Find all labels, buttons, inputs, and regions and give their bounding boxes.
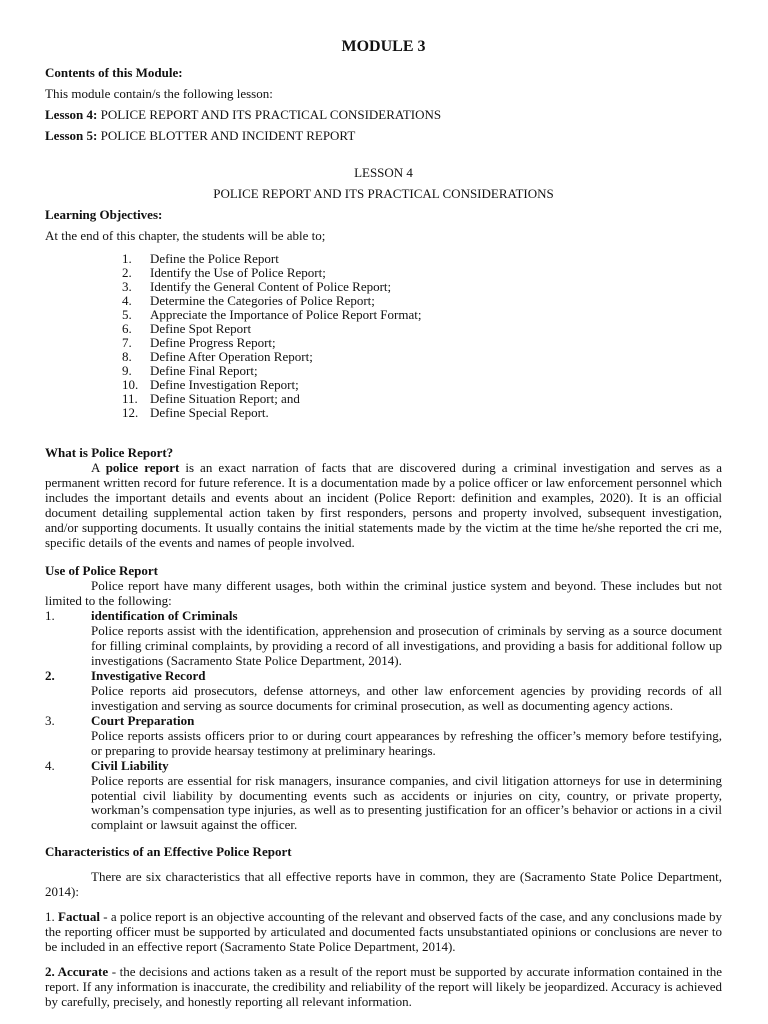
item-body: - a police report is an objective accounting of the relevant and observed facts of the case, and any conclusions made by the reporting officer must be supported by articulated and documented facts unsubstantiated opinions or conclusions are never to be included in an effective report (Sacramento State Police Department, 2014).	[45, 909, 722, 955]
use-item-2	[45, 669, 722, 714]
paragraph-lead: A	[91, 459, 106, 475]
item-text: Identify the Use of Police Report;	[150, 264, 326, 280]
lesson-label: Lesson 4:	[45, 107, 98, 123]
item-number: 1.	[45, 608, 55, 624]
item-text: Determine the Categories of Police Report;	[150, 292, 375, 308]
lesson-entry-4	[45, 108, 722, 123]
objectives-list	[45, 252, 722, 420]
item-text: Define the Police Report	[150, 250, 279, 266]
use-item-3	[45, 714, 722, 759]
sub-heading-row	[45, 669, 722, 684]
lesson-title: POLICE BLOTTER AND INCIDENT REPORT	[100, 128, 356, 144]
item-number: 11.	[122, 390, 138, 406]
item-body: Police reports assist with the identification, apprehension and prosecution of criminals by serving as a source document for filling criminal complaints, by providing a record of all investigations, and providing a basis for additional follow up investigations (Sacramento State Police Department, 2014).	[91, 623, 722, 669]
item-text: Appreciate the Importance of Police Report Format;	[150, 306, 422, 322]
section-intro: Police report have many different usages, both within the criminal justice system and beyond. These includes but not limited to the following:	[45, 578, 722, 609]
lesson-title: POLICE REPORT AND ITS PRACTICAL CONSIDERATIONS	[100, 107, 442, 123]
list-item	[45, 406, 722, 420]
item-body: Police reports assists officers prior to or during court appearances by refreshing the officer’s memory before testifying, or preparing to provide hearsay testimony at preliminary hearings.	[91, 727, 722, 758]
item-text: Define After Operation Report;	[150, 348, 313, 364]
list-item	[45, 308, 722, 322]
use-item-4	[45, 759, 722, 834]
item-number: 1.	[122, 250, 132, 266]
use-item-1	[45, 609, 722, 669]
sub-heading-row	[45, 714, 722, 729]
list-item	[45, 266, 722, 280]
item-text: Identify the General Content of Police Report;	[150, 278, 392, 294]
item-number: 5.	[122, 306, 132, 322]
sub-heading-row	[45, 759, 722, 774]
item-heading: Civil Liability	[91, 757, 169, 773]
item-heading: identification of Criminals	[91, 608, 238, 624]
contents-intro: This module contain/s the following lesson:	[45, 86, 273, 102]
list-item	[45, 336, 722, 350]
item-text: Define Situation Report; and	[150, 390, 300, 406]
item-number: 9.	[122, 362, 132, 378]
item-number: 10.	[122, 376, 139, 392]
module-title: MODULE 3	[341, 38, 426, 55]
characteristic-1	[45, 910, 722, 955]
section-heading: Use of Police Report	[45, 563, 158, 579]
sub-heading-row	[45, 609, 722, 624]
item-number: 3.	[122, 278, 132, 294]
characteristics-section	[45, 845, 722, 1009]
item-number: 3.	[45, 712, 55, 728]
lesson-entry-5	[45, 129, 722, 144]
item-text: Define Spot Report	[150, 320, 252, 336]
item-number: 4.	[45, 757, 55, 773]
item-text: Define Investigation Report;	[150, 376, 299, 392]
use-section	[45, 564, 722, 833]
item-number: 2.	[45, 668, 55, 684]
objectives-intro: At the end of this chapter, the students will be able to;	[45, 227, 326, 243]
item-number: 2.	[122, 264, 132, 280]
defined-term: police report	[105, 459, 180, 475]
list-item	[45, 364, 722, 378]
item-number: 2.	[45, 963, 58, 979]
document-page	[45, 38, 722, 1016]
item-heading: Investigative Record	[91, 668, 206, 684]
lesson-label: Lesson 5:	[45, 128, 98, 144]
what-is-section	[45, 446, 722, 551]
item-number: 7.	[122, 334, 132, 350]
item-number: 8.	[122, 348, 132, 364]
item-text: Define Special Report.	[150, 404, 269, 420]
characteristic-2	[45, 965, 722, 1010]
item-heading: Court Preparation	[91, 712, 195, 728]
item-body: Police reports aid prosecutors, defense attorneys, and other law enforcement agencies by providing records of all investigation and serving as source documents for criminal prosecution, as well as documenting agency actions.	[91, 682, 722, 713]
paragraph-text: is an exact narration of facts that are discovered during a criminal investigation and serves as a permanent written record for future reference. It is a documentation made by a police officer or law enforcement personnel which includes the important details and events about an incident (Police Report: definition and examples, 2020). It is an official document detailing supplemental action taken by first responders, persons and property involved, subsequent investigation, and/or supporting documents. It usually contains the initial statements made by the victim at the time he/she reported the cri me, specific details of the events and names of people involved.	[45, 459, 722, 550]
item-body: - the decisions and actions taken as a result of the report must be supported by accurate information contained in the report. If any information is inaccurate, the credibility and reliability of the report will likely be jeopardized. Accuracy is achieved by carefully, precisely, and honestly reporting all relevant information.	[45, 963, 722, 1009]
list-item	[45, 294, 722, 308]
item-heading: Accurate	[57, 963, 109, 979]
item-text: Define Progress Report;	[150, 334, 276, 350]
list-item	[45, 280, 722, 294]
item-text: Define Final Report;	[150, 362, 258, 378]
item-number: 1.	[45, 909, 59, 925]
list-item	[45, 350, 722, 364]
list-item	[45, 378, 722, 392]
item-heading: Factual	[58, 909, 100, 925]
item-body: Police reports are essential for risk managers, insurance companies, and civil litigation attorneys for use in determining potential civil liability by documenting events such as accidents or injuries on city, country, or private property, workman’s compensation type injuries, as well as to presenting justification for an officer’s behavior or actions in a civil complaint or lawsuit against the officer.	[91, 772, 722, 833]
list-item	[45, 322, 722, 336]
lesson-heading: LESSON 4	[354, 165, 413, 181]
objectives-heading: Learning Objectives:	[45, 207, 163, 223]
section-intro: There are six characteristics that all effective reports have in common, they are (Sacramento State Police Department, 2014):	[45, 869, 722, 900]
section-heading: Characteristics of an Effective Police Report	[45, 844, 292, 860]
list-item	[45, 392, 722, 406]
item-number: 12.	[122, 404, 139, 420]
lesson-title-heading: POLICE REPORT AND ITS PRACTICAL CONSIDERATIONS	[213, 186, 554, 202]
section-paragraph	[45, 461, 722, 551]
section-heading: What is Police Report?	[45, 444, 174, 460]
list-item	[45, 252, 722, 266]
item-number: 4.	[122, 292, 132, 308]
contents-heading: Contents of this Module:	[45, 65, 183, 81]
item-number: 6.	[122, 320, 132, 336]
